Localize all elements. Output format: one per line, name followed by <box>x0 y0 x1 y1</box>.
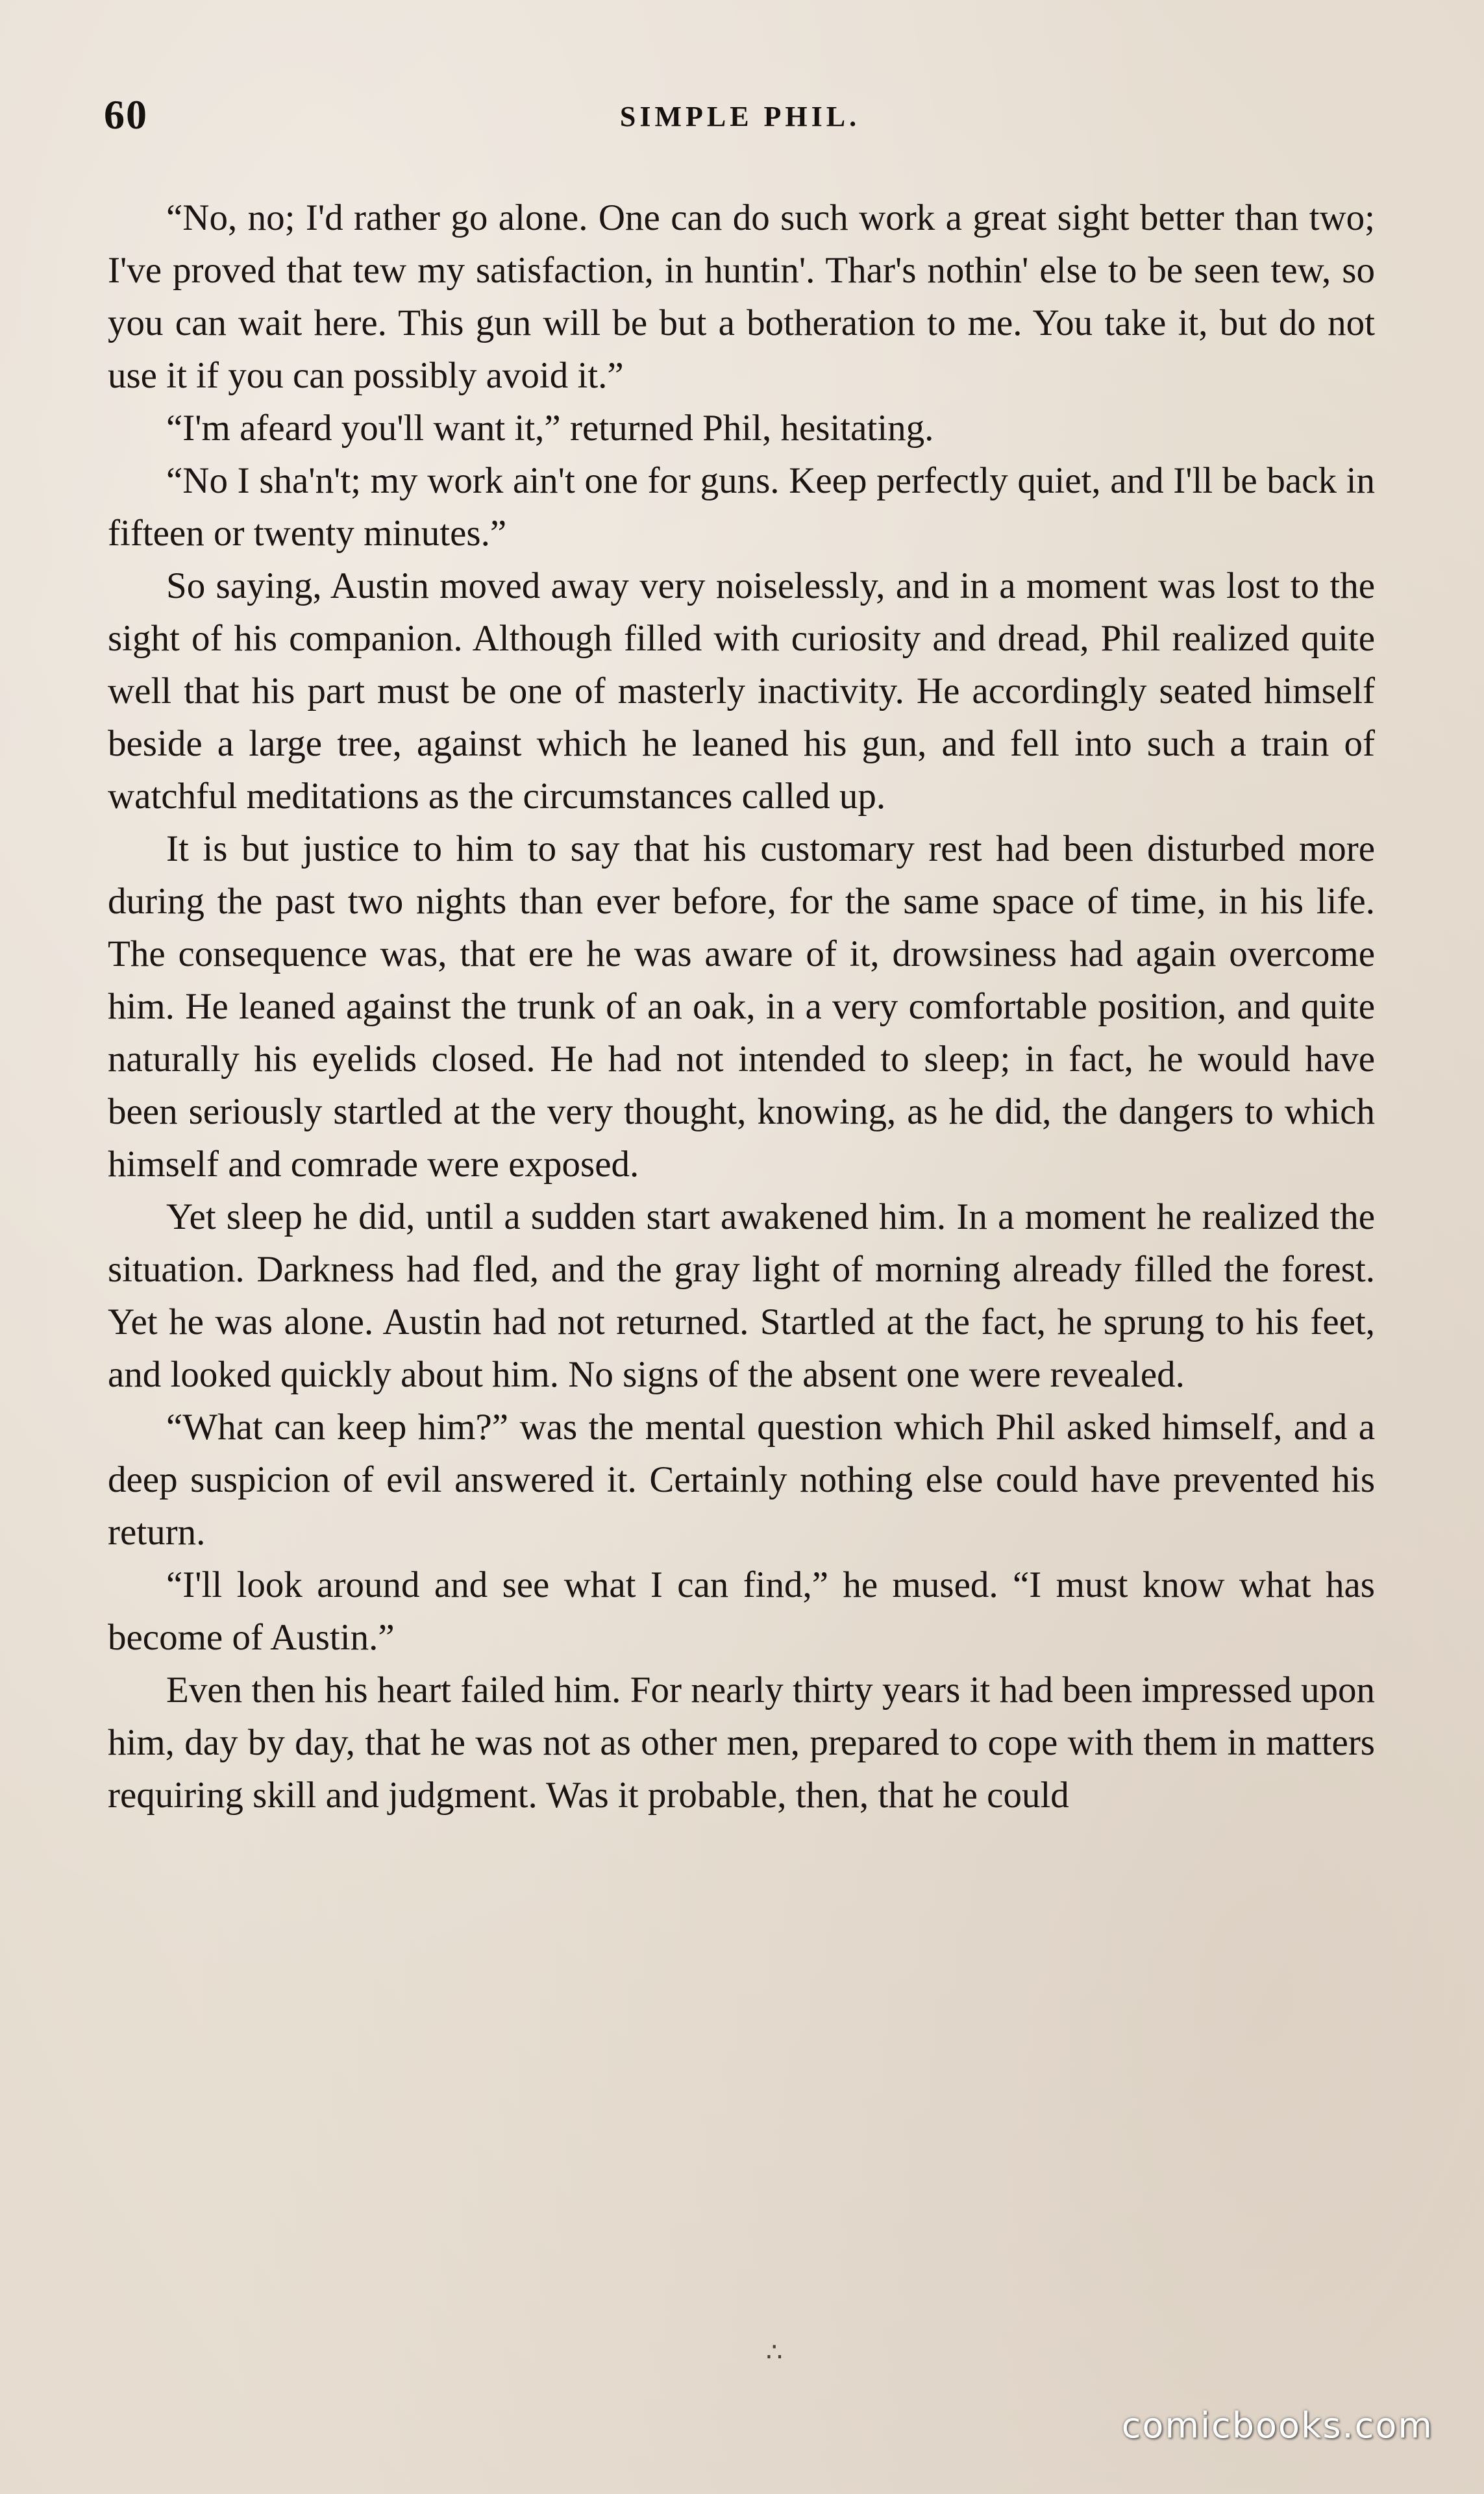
watermark: comicbooks.com <box>1121 2405 1433 2446</box>
paragraph-1: “No, no; I'd rather go alone. One can do such work a great sight better than two; I've proved that tew my satisfaction, in huntin'. Thar's nothin' else to be seen tew, so you can wait here. This gun will be but a botheration to me. You take it, but do not use it if you can possibly avoid it.” <box>108 197 1375 396</box>
running-title: SIMPLE PHIL. <box>619 101 861 132</box>
paragraph-8: “I'll look around and see what I can find,” he mused. “I must know what has become of Austin.” <box>108 1564 1375 1658</box>
paragraph-5: It is but justice to him to say that his customary rest had been disturbed more during the past two nights than ever before, for the same space of time, in his life. The consequence was, that ere he was aware of it, drowsiness had again overcome him. He leaned against the trunk of an oak, in a very comfortable position, and quite naturally his eyelids closed. He had not intended to sleep; in fact, he would have been seriously startled at the very thought, knowing, as he did, the dangers to which himself and comrade were exposed. <box>108 828 1375 1185</box>
page-header <box>104 91 1376 149</box>
paragraph-6: Yet sleep he did, until a sudden start awakened him. In a moment he realized the situation. Darkness had fled, and the gray light of morning already filled the forest. Yet he was alone. Austin had not returned. Startled at the fact, he sprung to his feet, and looked quickly about him. No signs of the absent one were revealed. <box>108 1196 1375 1395</box>
page-number: 60 <box>104 92 148 138</box>
body-text <box>108 191 1375 1821</box>
paragraph-7: “What can keep him?” was the mental question which Phil asked himself, and a deep suspicion of evil answered it. Certainly nothing else could have prevented his return. <box>108 1407 1375 1553</box>
paragraph-3: “No I sha'n't; my work ain't one for guns. Keep perfectly quiet, and I'll be back in fifteen or twenty minutes.” <box>108 460 1375 554</box>
print-speck: ∴ <box>766 2338 783 2367</box>
paragraph-2: “I'm afeard you'll want it,” returned Phil, hesitating. <box>166 408 934 449</box>
paragraph-4: So saying, Austin moved away very noiselessly, and in a moment was lost to the sight of his companion. Although filled with curiosity and dread, Phil realized quite well that his part must be one of masterly inactivity. He accordingly seated himself beside a large tree, against which he leaned his gun, and fell into such a train of watchful meditations as the circumstances called up. <box>108 565 1375 817</box>
paragraph-9: Even then his heart failed him. For nearly thirty years it had been impressed upon him, day by day, that he was not as other men, prepared to cope with them in matters requiring skill and judgment. Was it probable, then, that he could <box>108 1670 1375 1816</box>
